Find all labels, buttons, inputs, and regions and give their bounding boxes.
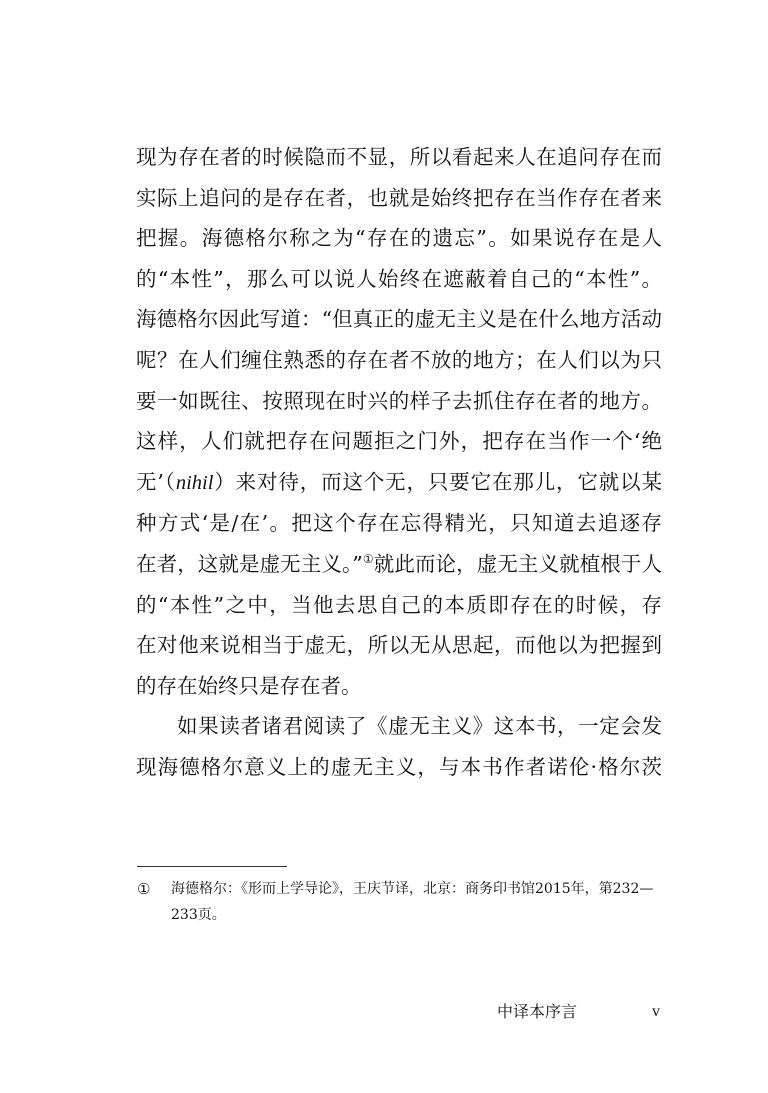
text-line: 现海德格尔意义上的虚无主义，与本书作者诺伦·格尔茨 xyxy=(136,754,662,779)
text-line: 的存在始终只是存在者。 xyxy=(136,673,362,698)
text-line: 呢？在人们缠住熟悉的存在者不放的地方；在人们以为只 xyxy=(136,347,662,372)
main-text xyxy=(136,137,662,788)
text-line: 种方式‘是/在’。把这个存在忘得精光，只知道去追逐存 xyxy=(136,511,662,536)
paragraph-2 xyxy=(136,706,662,787)
text-line: 实际上追问的是存在者，也就是始终把存在当作存在者来 xyxy=(136,185,662,210)
text-line: 在对他来说相当于虚无，所以无从思起，而他以为把握到 xyxy=(136,633,662,658)
text-fragment: 在者，这就是虚无主义。” xyxy=(136,551,363,576)
text-line: 把握。海德格尔称之为“存在的遗忘”。如果说存在是人 xyxy=(136,226,662,251)
page-number: v xyxy=(652,1003,660,1020)
footnote-text: 海德格尔：《形而上学导论》，王庆节译，北京：商务印书馆2015年，第232—233页。 xyxy=(171,881,654,923)
text-line: 现为存在者的时候隐而不显，所以看起来人在追问存在而 xyxy=(136,145,662,169)
text-line: 的“本性”，那么可以说人始终在遮蔽着自己的“本性”。 xyxy=(136,266,662,291)
text-line: 要一如既往、按照现在时兴的样子去抓住存在者的地方。 xyxy=(136,388,662,413)
text-line: 海德格尔因此写道：“但真正的虚无主义是在什么地方活动 xyxy=(136,307,662,332)
footnote-reference[interactable]: ① xyxy=(362,552,374,567)
latin-term: nihil xyxy=(175,471,214,494)
text-line: 如果读者诸君阅读了《虚无主义》这本书，一定会发 xyxy=(177,714,662,739)
text-fragment: 就此而论，虚无主义就植根于人 xyxy=(373,551,662,576)
text-line: 这样，人们就把存在问题拒之门外，把存在当作一个‘绝 xyxy=(136,429,662,454)
text-fragment: 无’（ xyxy=(136,469,176,494)
footnote xyxy=(137,876,663,928)
text-line xyxy=(136,462,662,504)
paragraph-1 xyxy=(136,137,662,706)
running-title: 中译本序言 xyxy=(497,1002,578,1021)
footnote-divider xyxy=(137,866,287,867)
footnote-number: ① xyxy=(137,880,151,898)
text-fragment: ）来对待，而这个无，只要它在那儿，它就以某 xyxy=(213,469,662,494)
text-line: 的“本性”之中，当他去思自己的本质即存在的时候，存 xyxy=(136,592,662,617)
text-line xyxy=(136,544,662,585)
